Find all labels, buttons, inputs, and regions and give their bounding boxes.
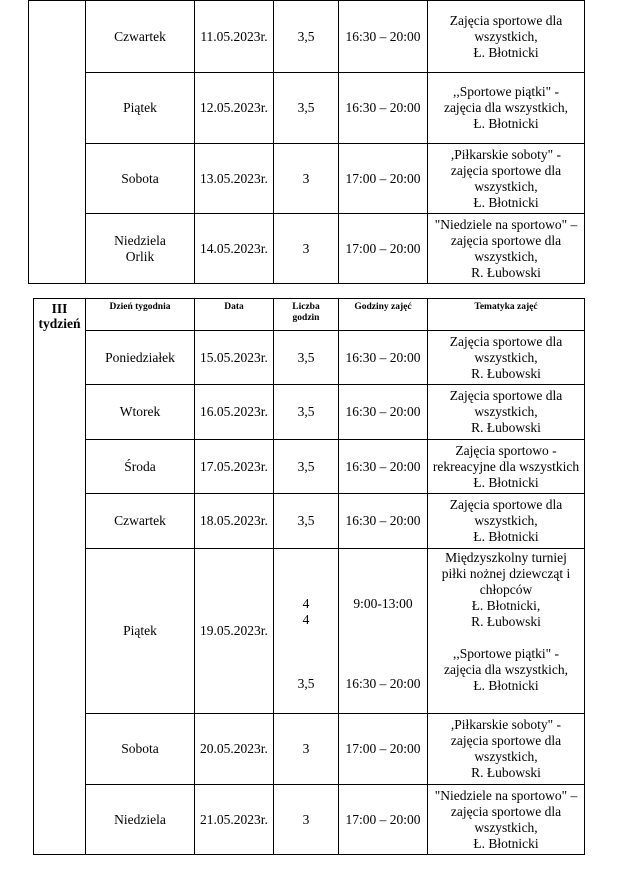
header-topic: Tematyka zajęć — [428, 299, 585, 331]
hours-cell: 3,5 — [274, 440, 339, 494]
time-cell: 16:30 – 20:00 — [339, 1, 428, 73]
day-cell: Poniedziałek — [86, 331, 195, 385]
date-cell: 18.05.2023r. — [195, 494, 274, 549]
date-cell: 20.05.2023r. — [195, 714, 274, 785]
time-cell: 16:30 – 20:00 — [339, 331, 428, 385]
table-row — [34, 440, 585, 494]
time-cell: 17:00 – 20:00 — [339, 144, 428, 214]
table-row — [34, 785, 585, 855]
table-row — [29, 214, 585, 284]
table-row — [29, 144, 585, 214]
hours-cell: 3,5 — [274, 385, 339, 440]
table-row — [29, 73, 585, 144]
table-row — [34, 494, 585, 549]
hours-value: 4 — [302, 612, 310, 627]
header-time: Godziny zajęć — [339, 299, 428, 331]
hours-cell: 3 — [274, 214, 339, 284]
topic-cell: "Niedziele na sportowo" – zajęcia sportowe dla wszystkich, R. Łubowski — [428, 214, 585, 284]
schedule-table-week2-continued — [28, 0, 585, 284]
date-cell: 12.05.2023r. — [195, 73, 274, 144]
table-row — [34, 714, 585, 785]
date-cell: 15.05.2023r. — [195, 331, 274, 385]
topic-cell: Zajęcia sportowe dla wszystkich, Ł. Błotnicki — [428, 494, 585, 549]
topic-cell: ,Piłkarskie soboty" - zajęcia sportowe dla wszystkich, R. Łubowski — [428, 714, 585, 785]
date-cell: 17.05.2023r. — [195, 440, 274, 494]
week-label-cell — [29, 1, 86, 284]
table-row — [29, 1, 585, 73]
day-cell: Czwartek — [86, 1, 195, 73]
day-cell: Wtorek — [86, 385, 195, 440]
hours-cell: 3 — [274, 144, 339, 214]
topic-cell: Zajęcia sportowe dla wszystkich, R. Łubowski — [428, 385, 585, 440]
hours-cell: 3,5 — [274, 73, 339, 144]
day-cell: Czwartek — [86, 494, 195, 549]
hours-cell: 3 — [274, 714, 339, 785]
topic-cell: Zajęcia sportowe dla wszystkich, R. Łubowski — [428, 331, 585, 385]
time-cell: 16:30 – 20:00 — [339, 494, 428, 549]
date-cell: 19.05.2023r. — [195, 549, 274, 714]
topic-cell: ,Piłkarskie soboty" - zajęcia sportowe dla wszystkich, Ł. Błotnicki — [428, 144, 585, 214]
day-cell: Piątek — [86, 549, 195, 714]
day-cell: Środa — [86, 440, 195, 494]
day-cell: Niedziela — [86, 785, 195, 855]
day-cell: Sobota — [86, 144, 195, 214]
topic-cell: Międzyszkolny turniej piłki nożnej dziewcząt i chłopców Ł. Błotnicki, R. Łubowski ,,Sportowe piątki" - zajęcia dla wszystkich, Ł. Błotnicki — [428, 549, 585, 714]
schedule-table-week3 — [33, 298, 585, 855]
table-row — [34, 331, 585, 385]
week-label-cell: III tydzień — [34, 299, 86, 855]
topic-cell: ,,Sportowe piątki" - zajęcia dla wszystkich, Ł. Błotnicki — [428, 73, 585, 144]
table-row — [34, 549, 585, 714]
hours-cell: 3 — [274, 785, 339, 855]
time-cell: 17:00 – 20:00 — [339, 714, 428, 785]
time-cell: 16:30 – 20:00 — [339, 385, 428, 440]
table-row — [34, 385, 585, 440]
time-cell: 16:30 – 20:00 — [339, 440, 428, 494]
date-cell: 11.05.2023r. — [195, 1, 274, 73]
header-date: Data — [195, 299, 274, 331]
time-value: 16:30 – 20:00 — [345, 676, 421, 691]
time-cell — [339, 549, 428, 714]
topic-cell: "Niedziele na sportowo" – zajęcia sportowe dla wszystkich, Ł. Błotnicki — [428, 785, 585, 855]
date-cell: 13.05.2023r. — [195, 144, 274, 214]
day-cell: Sobota — [86, 714, 195, 785]
date-cell: 16.05.2023r. — [195, 385, 274, 440]
hours-value: 3,5 — [297, 676, 315, 691]
hours-cell: 3,5 — [274, 331, 339, 385]
date-cell: 14.05.2023r. — [195, 214, 274, 284]
day-cell: Niedziela Orlik — [86, 214, 195, 284]
header-day: Dzień tygodnia — [86, 299, 195, 331]
hours-cell: 3,5 — [274, 494, 339, 549]
hours-cell — [274, 549, 339, 714]
hours-cell: 3,5 — [274, 1, 339, 73]
time-cell: 17:00 – 20:00 — [339, 785, 428, 855]
time-cell: 17:00 – 20:00 — [339, 214, 428, 284]
header-hours: Liczba godzin — [274, 299, 339, 331]
time-cell: 16:30 – 20:00 — [339, 73, 428, 144]
date-cell: 21.05.2023r. — [195, 785, 274, 855]
topic-cell: Zajęcia sportowo - rekreacyjne dla wszystkich Ł. Błotnicki — [428, 440, 585, 494]
day-cell: Piątek — [86, 73, 195, 144]
table-header-row — [34, 299, 585, 331]
time-value: 9:00-13:00 — [353, 596, 413, 611]
topic-cell: Zajęcia sportowe dla wszystkich, Ł. Błotnicki — [428, 1, 585, 73]
hours-value: 4 — [302, 596, 310, 611]
